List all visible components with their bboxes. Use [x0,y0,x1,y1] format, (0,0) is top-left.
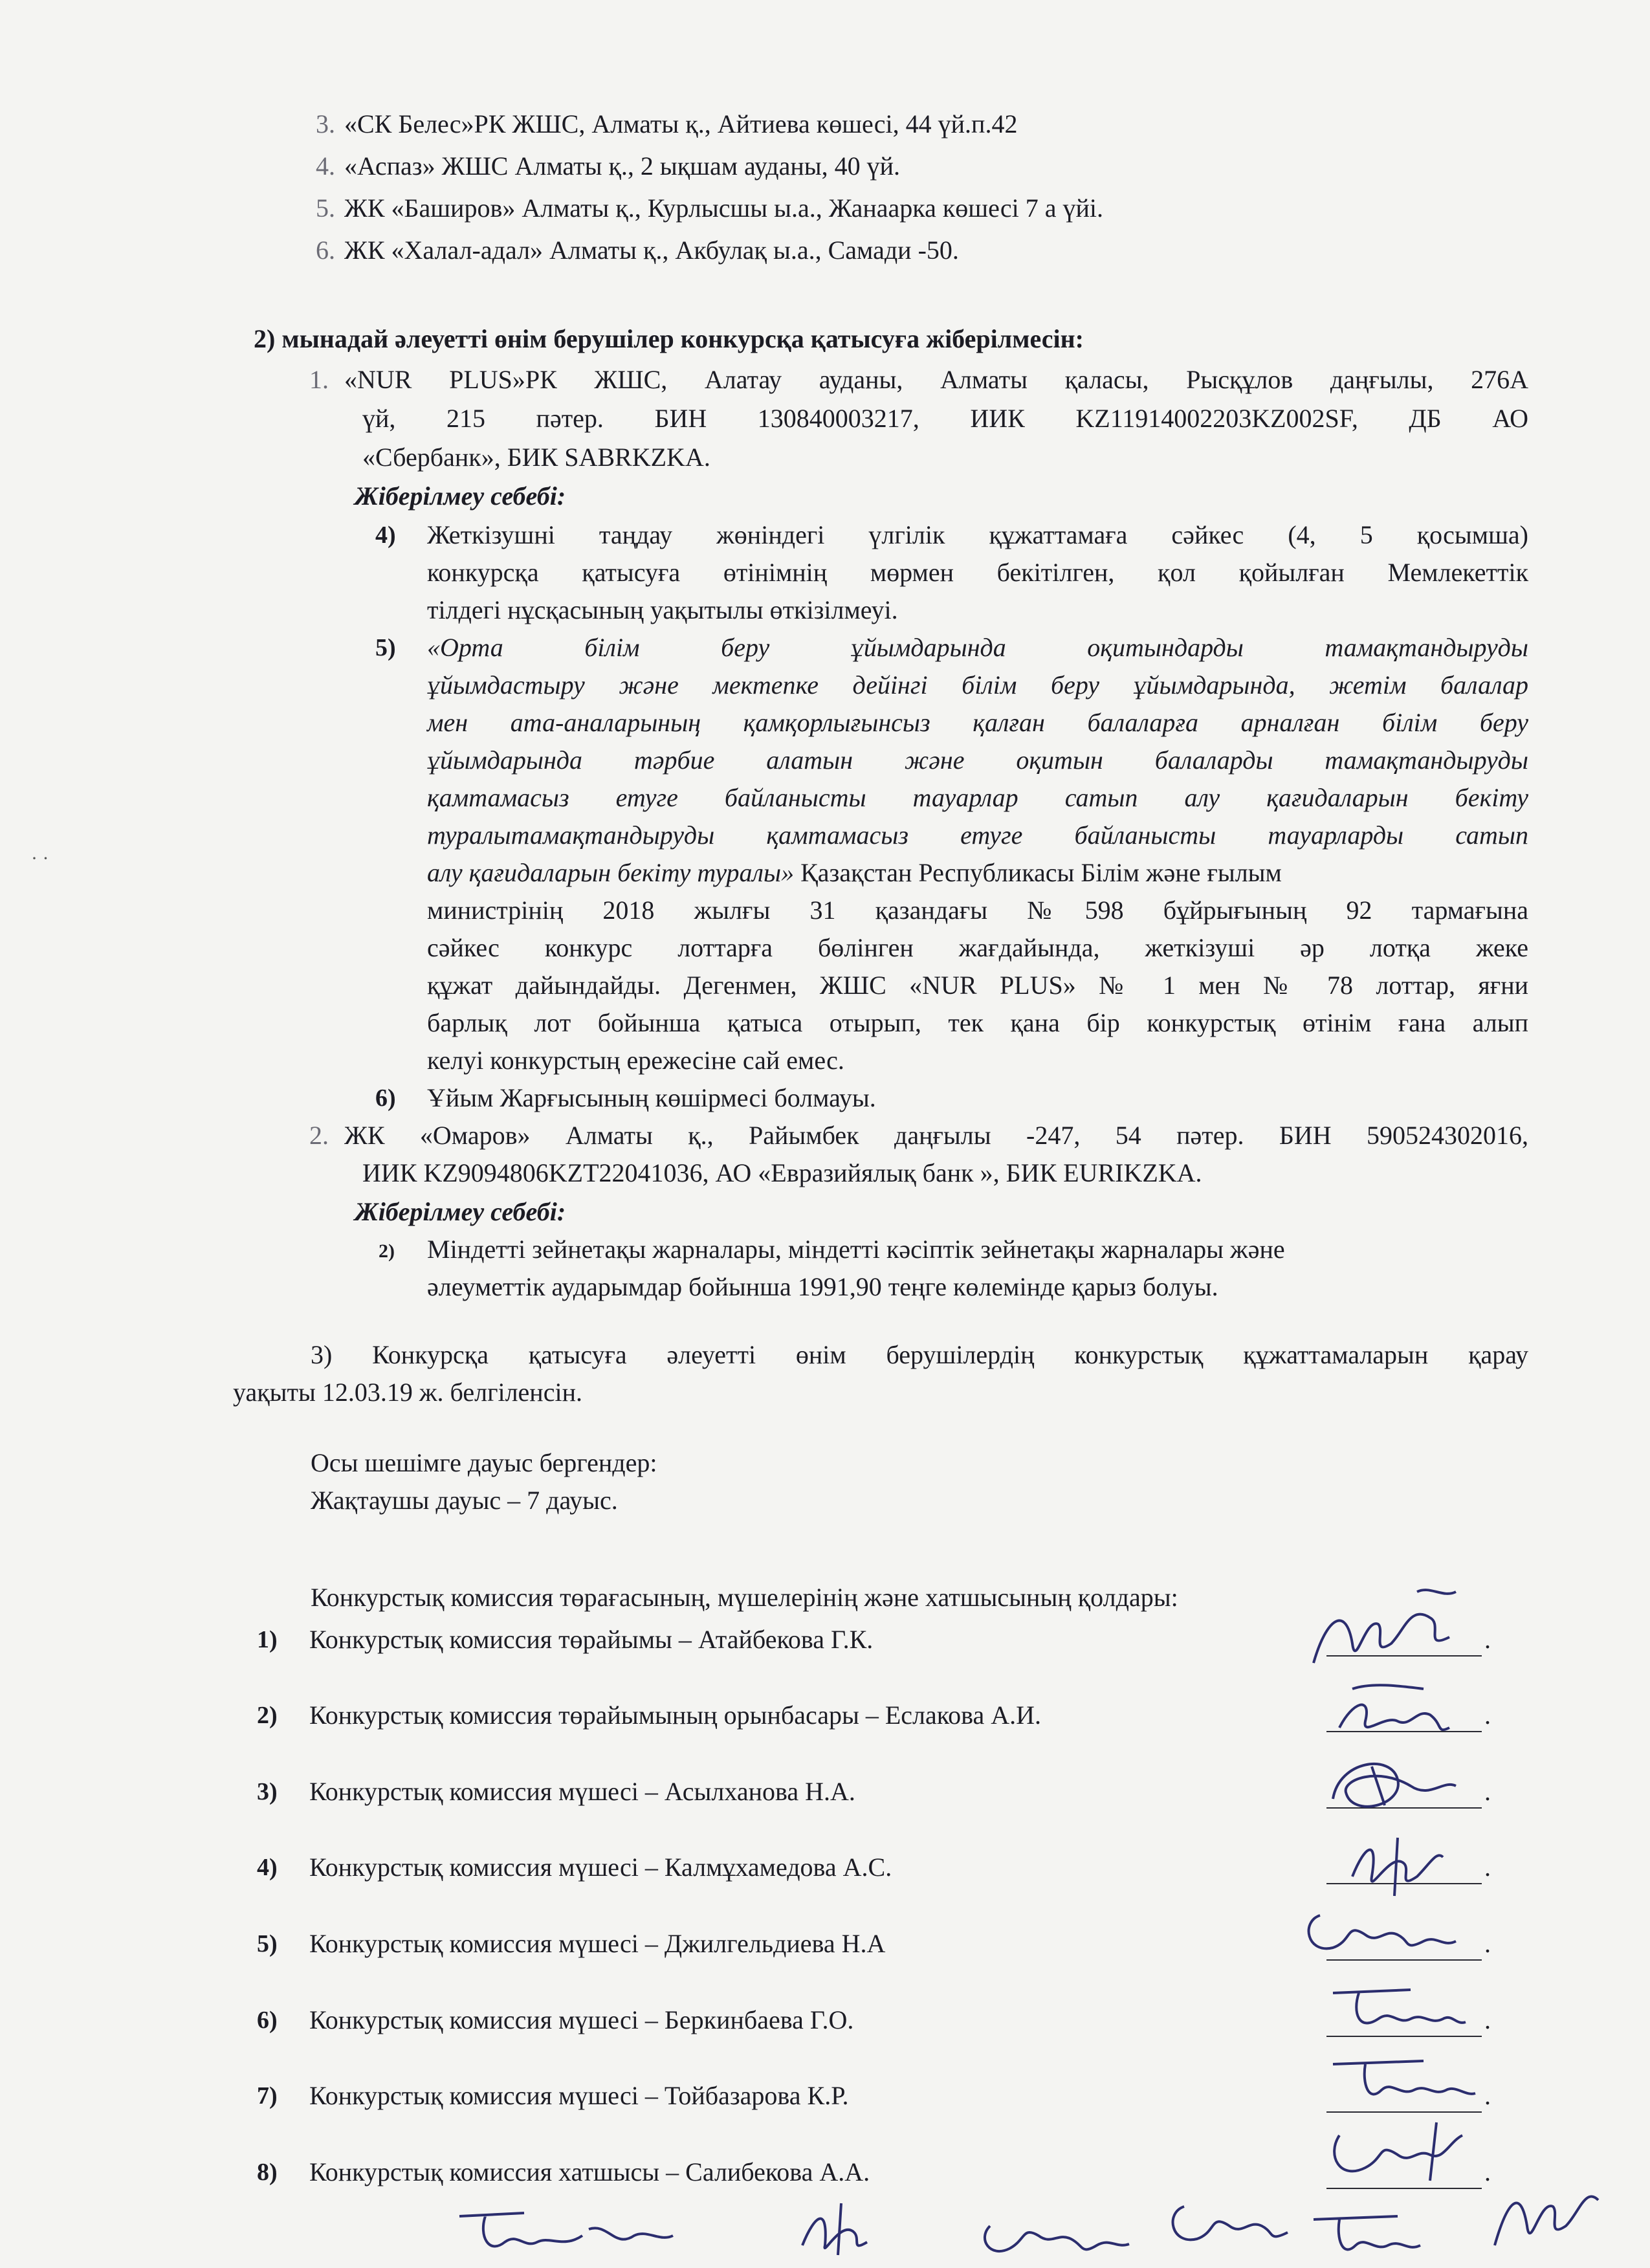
signatory-name: Конкурстық комиссия төрайымы – Атайбекова Г.К. [309,1625,874,1654]
reason-number: 5) [375,634,396,661]
line-end: . [1484,2005,1491,2034]
list-item-text: ЖК «Халал-адал» Алматы қ., Акбулақ ы.а., Самади -50. [344,236,959,265]
signatory-name: Конкурстық комиссия мүшесі – Джилгельдиева Н.А [309,1929,886,1958]
reason-line-mixed [427,854,1282,892]
list-number: 6. [316,236,335,265]
signatory-name: Конкурстық комиссия мүшесі – Асылханова Н.А. [309,1777,855,1806]
handwritten-signature [1294,1896,1475,1977]
list-item-text: «СК Белес»РК ЖШС, Алматы қ., Айтиева көшесі, 44 үй.п.42 [344,109,1018,138]
handwritten-signature [1158,2187,1314,2262]
line-end: . [1484,1929,1491,1958]
signatory-number: 2) [257,1702,278,1729]
reason-line: Ұйым Жарғысының көшірмесі болмауы. [427,1083,876,1112]
reason-line: қамтамасыз етуге байланысты тауарлар сатып алу қағидаларын бекіту [427,783,1528,812]
handwritten-signature [1314,1974,1482,2048]
handwritten-signature [1301,1579,1469,1686]
section-heading: 2) мынадай әлеуетті өнім берушілер конкурсқа қатысуға жіберілмесін: [254,324,1084,353]
rejected-line: «Сбербанк», БИК SABRKZKA. [362,443,710,472]
reason-line: мен ата-аналарының қамқорлығынсыз қалған балаларға арналған білім беру [427,708,1528,737]
handwritten-signature [1320,2045,1488,2119]
handwritten-signature [1301,2200,1456,2268]
line-end: . [1484,1777,1491,1806]
signatures-intro: Конкурстық комиссия төрағасының, мүшелерінің және хатшысының қолдары: [311,1583,1178,1612]
list-item-text: «Аспаз» ЖШС Алматы қ., 2 ықшам ауданы, 40 үй. [344,151,901,181]
line-end: . [1484,2081,1491,2110]
signatory-number: 3) [257,1778,278,1805]
reason-line: тілдегі нұсқасының уақытылы өткізілмеуі. [427,595,898,624]
rejected-line: ЖК «Омаров» Алматы қ., Райымбек даңғылы -247, 54 пәтер. БИН 590524302016, [344,1121,1528,1150]
vote-line: Жақтаушы дауыс – 7 дауыс. [311,1486,618,1515]
reason-italic-part: алу қағидаларын бекіту туралы» [427,858,795,887]
reason-line: сәйкес конкурс лоттарға бөлінген жағдайында, жеткізуші әр лотқа жеке [427,933,1528,962]
section-paragraph: уақыты 12.03.19 ж. белгіленсін. [233,1378,582,1407]
section-paragraph: 3) Конкурсқа қатысуға әлеуетті өнім берушілердің конкурстық құжаттамаларын қарау [311,1340,1528,1369]
reason-plain-part: Қазақстан Республикасы Білім және ғылым [794,858,1282,887]
rejected-line: «NUR PLUS»РК ЖШС, Алатау ауданы, Алматы қаласы, Рысқұлов даңғылы, 276А [344,365,1528,394]
reason-line: барлық лот бойынша қатыса отырып, тек қана бір конкурстық өтінім ғана алып [427,1008,1528,1037]
reason-label: Жіберілмеу себебі: [355,1197,566,1226]
signatory-number: 1) [257,1626,278,1653]
vote-line: Осы шешімге дауыс бергендер: [311,1448,657,1477]
signatory-number: 7) [257,2082,278,2109]
scan-specks: · · [31,848,49,869]
line-end: . [1484,1853,1491,1882]
list-number: 5. [316,193,335,223]
handwritten-signature [1314,1741,1469,1834]
reason-line: министрінің 2018 жылғы 31 қазандағы №598 бұйрығының 92 тармағына [427,896,1528,925]
signatory-number: 4) [257,1854,278,1881]
signatory-number: 6) [257,2007,278,2034]
reason-number: 4) [375,522,396,549]
signatory-name: Конкурстық комиссия хатшысы – Салибекова А.А. [309,2157,870,2186]
rejected-line: ИИК KZ9094806KZT22041036, АО «Евразийялық банк », БИК EURIKZKA. [362,1158,1202,1187]
signatory-number: 5) [257,1930,278,1957]
handwritten-signature [971,2200,1139,2268]
signatory-name: Конкурстық комиссия мүшесі – Тойбазарова К.Р. [309,2081,849,2110]
reason-line: туралытамақтандыруды қамтамасыз етуге байланысты тауарларды сатып [427,820,1528,850]
list-number: 2. [309,1121,329,1150]
handwritten-signature [453,2197,686,2265]
reason-line: әлеуметтік аударымдар бойынша 1991,90 теңге көлемінде қарыз болуы. [427,1272,1218,1301]
list-number: 1. [309,365,329,394]
line-end: . [1484,1701,1491,1730]
reason-line: құжат дайындайды. Дегенмен, ЖШС «NUR PLUS» № 1 мен № 78 лоттар, яғни [427,971,1528,1000]
reason-line: Жеткізушні таңдау жөніндегі үлгілік құжаттамаға сәйкес (4, 5 қосымша) [427,520,1528,549]
list-item-text: ЖК «Баширов» Алматы қ., Курлысшы ы.а., Жанаарка көшесі 7 а үйі. [344,193,1103,223]
signatory-name: Конкурстық комиссия төрайымының орынбасары – Еслакова А.И. [309,1701,1042,1730]
reason-line: ұйымдарында тәрбие алатын және оқитын балаларды тамақтандыруды [427,745,1528,775]
reason-line: келуі конкурстың ережесіне сай емес. [427,1046,844,1075]
list-number: 4. [316,151,335,181]
handwritten-signature [1482,2161,1611,2262]
reason-line: «Орта білім беру ұйымдарында оқитындарды тамақтандыруды [427,633,1528,662]
reason-number: 2) [379,1240,395,1262]
signatory-name: Конкурстық комиссия мүшесі – Калмұхамедова А.С. [309,1853,892,1882]
rejected-line: үй, 215 пәтер. БИН 130840003217, ИИК KZ11914002203KZ002SF, ДБ АО [362,404,1528,433]
handwritten-signature [1314,2109,1482,2197]
handwritten-signature [789,2194,893,2262]
signatory-number: 8) [257,2159,278,2186]
line-end: . [1484,1625,1491,1654]
reason-line: конкурсқа қатысуға өтінімнің мөрмен бекітілген, қол қойылған Мемлекеттік [427,558,1528,587]
reason-line: ұйымдастыру және мектепке дейінгі білім беру ұйымдарында, жетім балалар [427,670,1528,699]
list-number: 3. [316,109,335,138]
handwritten-signature [1333,1825,1462,1906]
line-end: . [1484,2157,1491,2186]
signatory-name: Конкурстық комиссия мүшесі – Беркинбаева Г.О. [309,2005,854,2034]
reason-label: Жіберілмеу себебі: [355,481,566,511]
reason-number: 6) [375,1084,396,1112]
reason-line: Міндетті зейнетақы жарналары, міндетті кәсіптік зейнетақы жарналары және [427,1235,1285,1264]
